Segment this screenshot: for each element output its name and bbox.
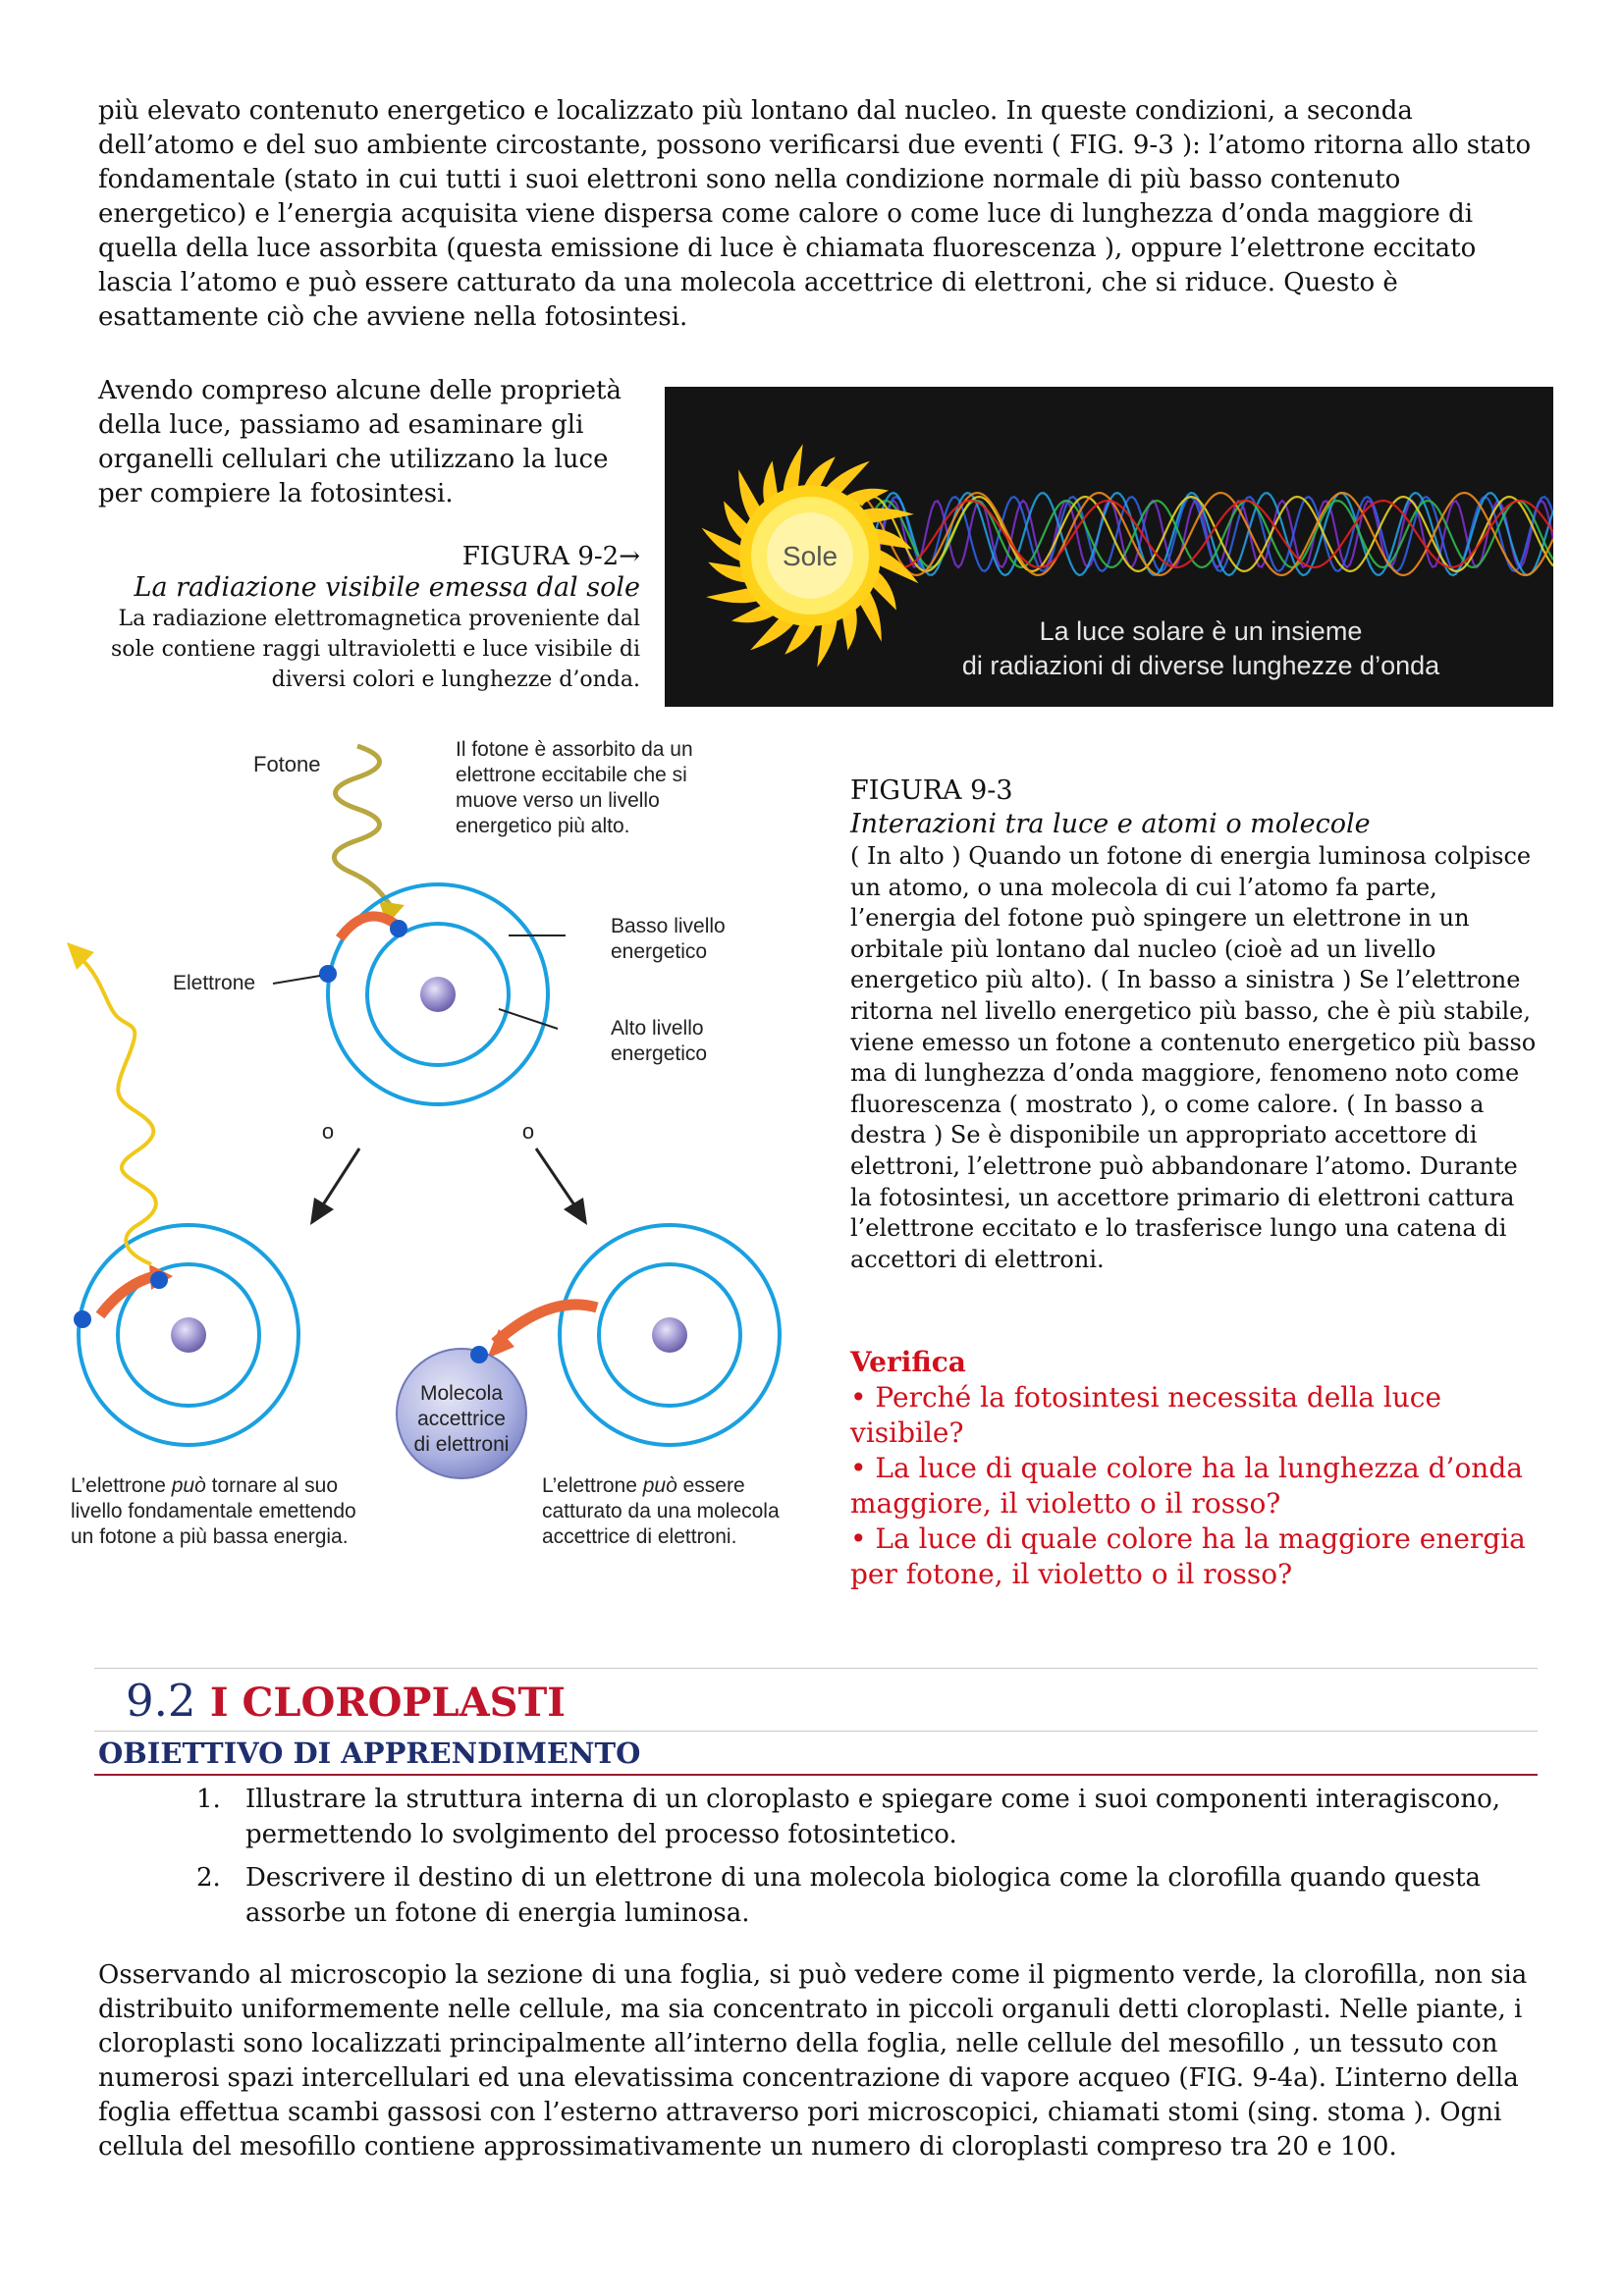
arrow-left-line	[320, 1148, 359, 1209]
bottom-left-atom	[74, 1225, 298, 1445]
right-caption-1: L’elettrone può essere	[542, 1474, 745, 1497]
photon-wave-icon	[334, 746, 391, 906]
photon-label: Fotone	[253, 752, 321, 776]
section-top-rule	[94, 1668, 1538, 1669]
figure-9-2-text-line-2: di radiazioni di diverse lunghezze d’onda	[961, 651, 1440, 680]
electron-pointer	[273, 976, 320, 984]
section-title	[126, 1675, 566, 1730]
left-caption-2: livello fondamentale emettendo	[71, 1500, 356, 1522]
electron-label: Elettrone	[173, 972, 256, 994]
bottom-right-atom	[487, 1225, 780, 1445]
section-body-paragraph: Osservando al microscopio la sezione di una foglia, si può vedere come il pigmento verde, la clorofilla, non sia distribuito uniformemente nelle cellule, ma sia concentrato in piccoli organuli detti cloroplasti. Nelle piante, i cloroplasti sono localizzati principalmente all’interno della foglia, nelle cellule del mesofillo , un tessuto con numerosi spazi intercellulari ed una elevatissima concentrazione di vapore acqueo (FIG. 9-4a). L’interno della foglia effettua scambi gassosi con l’esterno attraverso pori microscopici, chiamati stomi (sing. stoma ). Ogni cellula del mesofillo contiene approssimativamente un numero di cloroplasti compreso tra 20 e 100.	[98, 1960, 1528, 2162]
emitted-photon-wave-icon	[81, 958, 156, 1264]
acceptor-molecule	[397, 1346, 526, 1478]
verifica-question-2: • La luce di quale colore ha la lunghezza d’onda maggiore, il violetto o il rosso?	[850, 1452, 1523, 1520]
electron	[319, 965, 337, 983]
objective-item	[196, 1782, 1532, 1852]
arrow-right-line	[536, 1148, 577, 1209]
section-number: 9.2	[126, 1675, 196, 1727]
molecule-label-1: Molecola	[419, 1382, 504, 1405]
figure-9-3-subtitle: Interazioni tra luce e atomi o molecole	[850, 809, 1371, 839]
figure-9-2-image	[665, 387, 1553, 707]
figure-9-3-label: FIGURA 9-3	[850, 775, 1013, 806]
left-caption-3: un fotone a più bassa energia.	[71, 1525, 349, 1548]
molecule-label-2: accettrice	[417, 1408, 506, 1430]
figure-9-3-diagram	[55, 734, 840, 1571]
intro-paragraph-2: Avendo compreso alcune delle proprietà della luce, passiamo ad esaminare gli organelli cellulari che utilizzano la luce per compiere la fotosintesi.	[98, 376, 622, 508]
molecule-label-3: di elettroni	[413, 1433, 510, 1456]
figure-9-2-caption	[98, 541, 640, 695]
absorbed-note-4: energetico più alto.	[456, 815, 630, 837]
objective-number: 2.	[196, 1863, 221, 1893]
verifica-question-3: • La luce di quale colore ha la maggiore energia per fotone, il violetto o il rosso?	[850, 1522, 1526, 1590]
figure-9-3-text: ( In alto ) Quando un fotone di energia luminosa colpisce un atomo, o una molecola di cui l’atomo fa parte, l’energia del fotone può spingere un elettrone in un orbitale più lontano dal nucleo (cioè ad un livello energetico più alto). ( In basso a sinistra ) Se l’elettrone ritorna nel livello energetico più basso, che è più stabile, viene emesso un fotone a contenuto energetico più basso ma di lunghezza d’onda maggiore, fenomeno noto come fluorescenza ( mostrato ), o come calore. ( In basso a destra ) Se è disponibile un appropriato accettore di elettroni, l’elettrone può abbandonare l’atomo. Durante la fotosintesi, un accettore primario di elettroni cattura l’elettrone eccitato e lo trasferisce lungo una catena di accettori di elettroni.	[850, 842, 1537, 1273]
arrow-left-head-icon	[310, 1198, 334, 1225]
right-caption-2: catturato da una molecola	[542, 1500, 780, 1522]
high-level-label-1: Alto livello	[611, 1017, 704, 1040]
or-right-label: o	[521, 1119, 535, 1144]
high-level-pointer	[499, 1009, 558, 1029]
or-left-label: o	[321, 1119, 335, 1144]
figure-9-2-text: La radiazione elettromagnetica proveniente dal sole contiene raggi ultravioletti e luce visibile di diversi colori e lunghezze d’onda.	[110, 607, 640, 692]
low-level-label-2: energetico	[611, 940, 708, 963]
absorbed-note-3: muove verso un livello	[456, 789, 660, 812]
right-caption-3: accettrice di elettroni.	[542, 1525, 737, 1548]
verifica-box	[850, 1345, 1538, 1592]
absorbed-note-2: elettrone eccitabile che si	[456, 764, 687, 786]
objective-underline	[94, 1774, 1538, 1776]
excited-electron	[390, 920, 407, 937]
left-caption-1: L’elettrone può tornare al suo	[71, 1474, 339, 1497]
high-level-label-2: energetico	[611, 1042, 708, 1065]
figure-9-2-subtitle: La radiazione visibile emessa dal sole	[134, 572, 640, 603]
verifica-question-1: • Perché la fotosintesi necessita della luce visibile?	[850, 1381, 1442, 1449]
section-name: I CLOROPLASTI	[209, 1680, 567, 1726]
objectives-list	[196, 1782, 1532, 1939]
figure-9-3-caption	[850, 774, 1538, 1275]
objective-heading: OBIETTIVO DI APPRENDIMENTO	[98, 1736, 641, 1770]
objective-item	[196, 1860, 1532, 1931]
objective-number: 1.	[196, 1785, 221, 1814]
figure-9-2-text-line-1: La luce solare è un insieme	[1039, 616, 1363, 646]
arrow-right-head-icon	[564, 1198, 587, 1225]
sun-label: Sole	[782, 541, 839, 571]
verifica-title: Verifica	[850, 1346, 966, 1378]
absorbed-note-1: Il fotone è assorbito da un	[456, 738, 693, 761]
low-level-label-1: Basso livello	[611, 915, 726, 937]
section-mid-rule	[94, 1731, 1538, 1732]
objective-text: Illustrare la struttura interna di un cloroplasto e spiegare come i suoi componenti interagiscono, permettendo lo svolgimento del processo fotosintetico.	[245, 1785, 1500, 1849]
figure-9-2-label: FIGURA 9-2→	[461, 542, 640, 571]
intro-paragraph: più elevato contenuto energetico e localizzato più lontano dal nucleo. In queste condizioni, a seconda dell’atomo e del suo ambiente circostante, possono verificarsi due eventi ( FIG. 9-3 ): l’atomo ritorna allo stato fondamentale (stato in cui tutti i suoi elettroni sono nella condizione normale di più basso contenuto energetico) e l’energia acquisita viene dispersa come calore o come luce di lunghezza d’onda maggiore di quella della luce assorbita (questa emissione di luce è chiamata fluorescenza ), oppure l’elettrone eccitato lascia l’atomo e può essere catturato da una molecola accettrice di elettroni, che si riduce. Questo è esattamente ciò che avviene nella fotosintesi.	[98, 96, 1532, 332]
top-atom	[319, 884, 548, 1104]
objective-text: Descrivere il destino di un elettrone di una molecola biologica come la clorofilla quando questa assorbe un fotone di energia luminosa.	[245, 1863, 1482, 1928]
